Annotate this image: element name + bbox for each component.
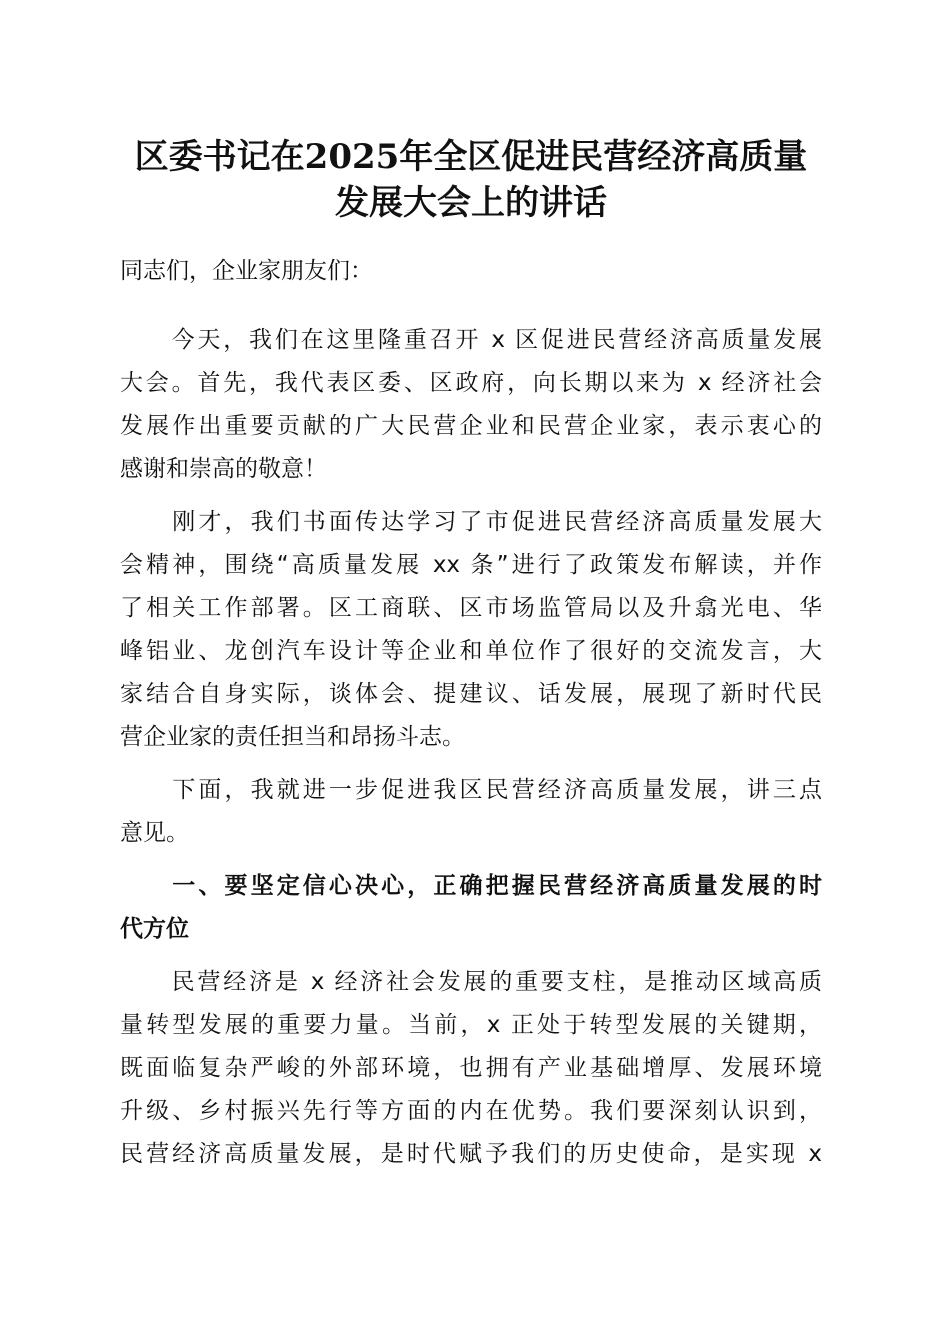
text-line: 民营经济是 x 经济社会发展的重要支柱，是推动区域高质 [120,969,822,995]
text-line: 家结合自身实际，谈体会、提建议、话发展，展现了新时代民 [120,681,822,707]
text-line: 发展作出重要贡献的广大民营企业和民营企业家，表示衷心的 [120,413,822,439]
paragraph [120,961,822,1176]
text-line: 大会。首先，我代表区委、区政府，向长期以来为 x 经济社会 [120,370,822,396]
text-line: 今天，我们在这里隆重召开 x 区促进民营经济高质量发展 [120,327,822,353]
document-body [120,250,822,1176]
text-line: 下面，我就进一步促进我区民营经济高质量发展，讲三点 [120,777,822,803]
text-line: 民营经济高质量发展，是时代赋予我们的历史使命，是实现 x [120,1141,822,1167]
text-line: 意见。 [120,820,189,846]
text-line: 峰铝业、龙创汽车设计等企业和单位作了很好的交流发言，大 [120,638,822,664]
text-line: 代方位 [120,916,189,942]
paragraph [120,319,822,491]
text-line: 刚才，我们书面传达学习了市促进民营经济高质量发展大 [120,509,822,535]
greeting [120,250,822,293]
text-line: 会精神，围绕“高质量发展 xx 条”进行了政策发布解读，并作 [120,552,822,578]
text-line: 感谢和崇高的敬意！ [120,456,327,482]
text-line: 升级、乡村振兴先行等方面的内在优势。我们要深刻认识到， [120,1098,822,1124]
text-line: 既面临复杂严峻的外部环境，也拥有产业基础增厚、发展环境 [120,1055,822,1081]
paragraph [120,501,822,759]
section-heading [120,865,822,951]
text-line: 一、要坚定信心决心，正确把握民营经济高质量发展的时 [120,873,822,899]
title-line-1: 区委书记在2025年全区促进民营经济高质量 [134,137,808,177]
text-line: 了相关工作部署。区工商联、区市场监管局以及升翕光电、华 [120,595,822,621]
text-line: 营企业家的责任担当和昂扬斗志。 [120,724,465,750]
title-line-2: 发展大会上的讲话 [335,183,607,223]
text-line: 量转型发展的重要力量。当前，x 正处于转型发展的关键期， [120,1012,822,1038]
paragraph [120,769,822,855]
document-title [120,134,822,226]
text-line: 同志们，企业家朋友们： [120,258,373,284]
